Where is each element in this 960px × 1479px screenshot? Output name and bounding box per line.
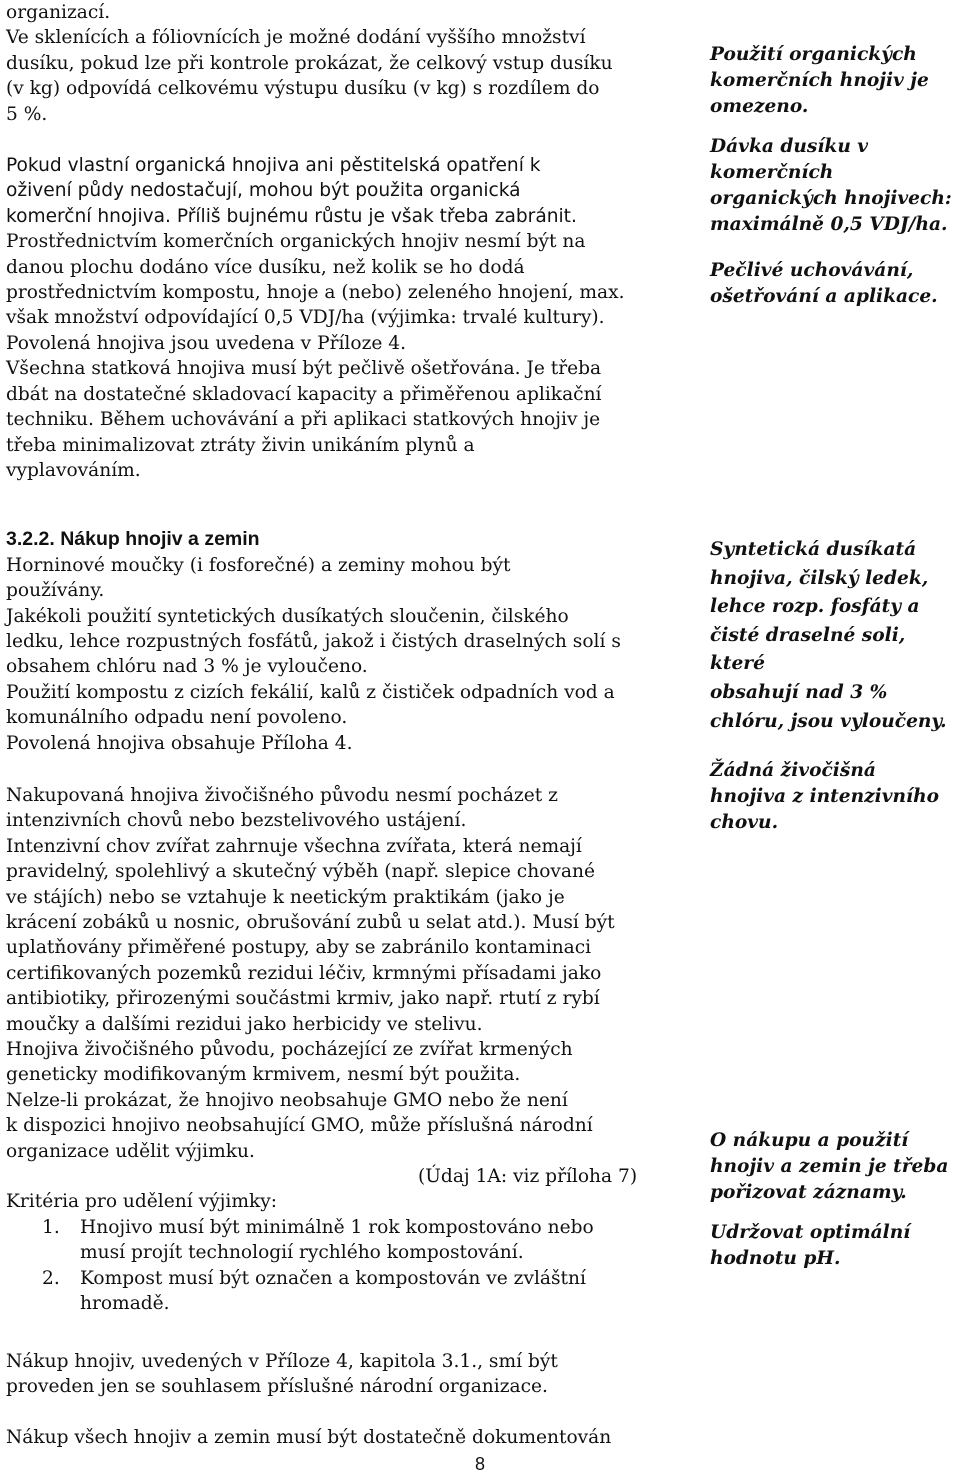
criteria-title: Kritéria pro udělení výjimky: [6, 1191, 277, 1213]
note-line: organických hnojivech: [710, 188, 952, 209]
text-line: oživení půdy nedostačují, mohou být použita organická [6, 180, 521, 202]
text-line: Ve sklenících a fóliovnících je možné dodání vyššího množství [6, 27, 586, 49]
text-line: Povolená hnojiva jsou uvedena v Příloze 4. [6, 332, 407, 354]
note-line: Udržovat optimální [710, 1222, 911, 1243]
text-line: Hnojiva živočišného původu, pocházející ze zvířat krmených [6, 1039, 573, 1061]
note-line: hnojiv a zemin je třeba [710, 1156, 949, 1177]
note-line: ošetřování a aplikace. [710, 286, 938, 307]
text-line: Intenzivní chov zvířat zahrnuje všechna zvířata, která nemají [6, 835, 582, 857]
text-line: prostřednictvím kompostu, hnoje a (nebo) zeleného hnojení, max. [6, 282, 625, 304]
text-line: Použití kompostu z cizích fekálií, kalů z čističek odpadních vod a [6, 681, 615, 703]
note-line: hnojiva z intenzivního [710, 786, 940, 807]
text-line: krácení zobáků u nosnic, obrušování zubů u selat atd.). Musí být [6, 912, 615, 933]
margin-note-synthetic [710, 536, 956, 736]
note-line: lehce rozp. fosfáty a [710, 596, 920, 618]
note-line: pořizovat záznamy. [710, 1182, 907, 1203]
text-line: Všechna statková hnojiva musí být pečlivě ošetřována. Je třeba [6, 358, 602, 380]
note-line: maximálně 0,5 VDJ/ha. [710, 214, 948, 235]
text-line: hromadě. [80, 1293, 170, 1315]
note-line: Žádná živočišná [710, 760, 876, 781]
text-line: třeba minimalizovat ztráty živin unikáním plynů a [6, 434, 475, 456]
note-line: hnojiva, čilský ledek, [710, 567, 929, 589]
paragraph-greenhouse [6, 0, 690, 127]
note-line: Dávka dusíku v [710, 136, 869, 157]
criteria-number: 1. [42, 1216, 60, 1238]
note-line: Syntetická dusíkatá [710, 539, 917, 560]
criteria-item [6, 1215, 690, 1266]
note-line: O nákupu a použití [710, 1130, 909, 1151]
criteria-list [6, 1215, 690, 1317]
note-line: obsahují nad 3 % [710, 681, 888, 703]
note-line: Pečlivé uchovávání, [710, 260, 914, 281]
criteria-item [6, 1266, 690, 1317]
text-line: danou plochu dodáno více dusíku, než kolik se ho dodá [6, 256, 525, 278]
text-line: Hnojivo musí být minimálně 1 rok kompostováno nebo [80, 1216, 594, 1238]
margin-note-animal [710, 758, 956, 836]
text-line: Kompost musí být označen a kompostován ve zvláštní [80, 1267, 586, 1289]
margin-note-records [710, 1128, 956, 1272]
text-line: Horninové moučky (i fosforečné) a zeminy mohou být [6, 554, 511, 576]
text-line: komerční hnojiva. Příliš bujnému růstu je však třeba zabránit. [6, 205, 577, 227]
paragraph-organic-fertilizers [6, 153, 690, 229]
text-line: musí projít technologií rychlého kompostování. [80, 1242, 524, 1264]
text-line: Nákup hnojiv, uvedených v Příloze 4, kapitola 3.1., smí být [6, 1350, 558, 1372]
text-line: Prostřednictvím komerčních organických hnojiv nesmí být na [6, 231, 586, 253]
page-number: 8 [474, 1454, 485, 1474]
text-line: Povolená hnojiva obsahuje Příloha 4. [6, 732, 353, 754]
note-line: chlóru, jsou vyloučeny. [710, 710, 947, 732]
data-reference: (Údaj 1A: viz příloha 7) [418, 1166, 638, 1188]
note-line: komerčních [710, 162, 834, 183]
text-line: dusíku, pokud lze při kontrole prokázat, že celkový vstup dusíku [6, 52, 613, 74]
criteria-number: 2. [42, 1267, 60, 1289]
text-line: vyplavováním. [6, 459, 141, 481]
text-line: komunálního odpadu není povoleno. [6, 707, 348, 729]
text-line: ve stájích) nebo se vztahuje k neetickým praktikám (jako je [6, 886, 565, 908]
text-line: organizace udělit výjimku. [6, 1140, 255, 1162]
text-line: však množství odpovídající 0,5 VDJ/ha (výjimka: trvalé kultury). [6, 307, 605, 329]
text-line: obsahem chlóru nad 3 % je vyloučeno. [6, 656, 368, 678]
text-line: organizací. [6, 2, 111, 23]
text-line: antibiotiky, přirozenými součástmi krmiv, jako např. rtutí z rybí [6, 988, 600, 1010]
text-line: certifikovaných pozemků rezidui léčiv, krmnými přísadami jako [6, 962, 602, 984]
text-line: ledku, lehce rozpustných fosfátů, jakož i čistých draselných solí s [6, 630, 621, 652]
note-line: hodnotu pH. [710, 1248, 841, 1269]
text-line: proveden jen se souhlasem příslušné národní organizace. [6, 1375, 548, 1397]
text-line: uplatňovány přiměřené postupy, aby se zabránilo kontaminaci [6, 937, 592, 959]
paragraph-commercial-fertilizers [6, 229, 690, 483]
note-line: čisté draselné soli, které [710, 624, 906, 675]
note-line: komerčních hnojiv je [710, 70, 929, 91]
text-line: moučky a dalšími rezidui jako herbicidy ve stelivu. [6, 1013, 483, 1035]
text-line: Pokud vlastní organická hnojiva ani pěstitelská opatření k [6, 155, 541, 177]
text-line: Nelze-li prokázat, že hnojivo neobsahuje GMO nebo že není [6, 1089, 568, 1111]
note-line: chovu. [710, 812, 779, 833]
main-text-column [6, 0, 690, 1451]
text-line: Jakékoli použití syntetických dusíkatých sloučenin, čilského [6, 605, 569, 627]
text-line: k dispozici hnojivo neobsahující GMO, může příslušná národní [6, 1115, 593, 1137]
section-heading: 3.2.2. Nákup hnojiv a zemin [6, 528, 260, 551]
text-line: Nákup všech hnojiv a zemin musí být dostatečně dokumentován [6, 1427, 612, 1449]
text-line: 5 %. [6, 103, 48, 125]
text-line: používány. [6, 580, 105, 602]
text-line: pravidelný, spolehlivý a skutečný výběh (např. slepice chované [6, 861, 595, 883]
text-line: geneticky modifikovaným krmivem, nesmí být použita. [6, 1064, 521, 1086]
paragraph-annex-purchase [6, 1349, 690, 1400]
text-line: techniku. Během uchovávání a při aplikaci statkových hnojiv je [6, 409, 601, 431]
text-line: (v kg) odpovídá celkovému výstupu dusíku (v kg) s rozdílem do [6, 78, 600, 100]
note-line: Použití organických [710, 44, 917, 65]
margin-note-organic [710, 42, 956, 310]
paragraph-purchase [6, 553, 690, 756]
text-line: intenzivních chovů nebo bezstelivového ustájení. [6, 810, 467, 832]
note-line: omezeno. [710, 96, 809, 117]
text-line: dbát na dostatečné skladovací kapacity a přiměřenou aplikační [6, 383, 602, 405]
text-line: Nakupovaná hnojiva živočišného původu nesmí pocházet z [6, 784, 558, 806]
paragraph-animal-fertilizers [6, 783, 690, 1164]
